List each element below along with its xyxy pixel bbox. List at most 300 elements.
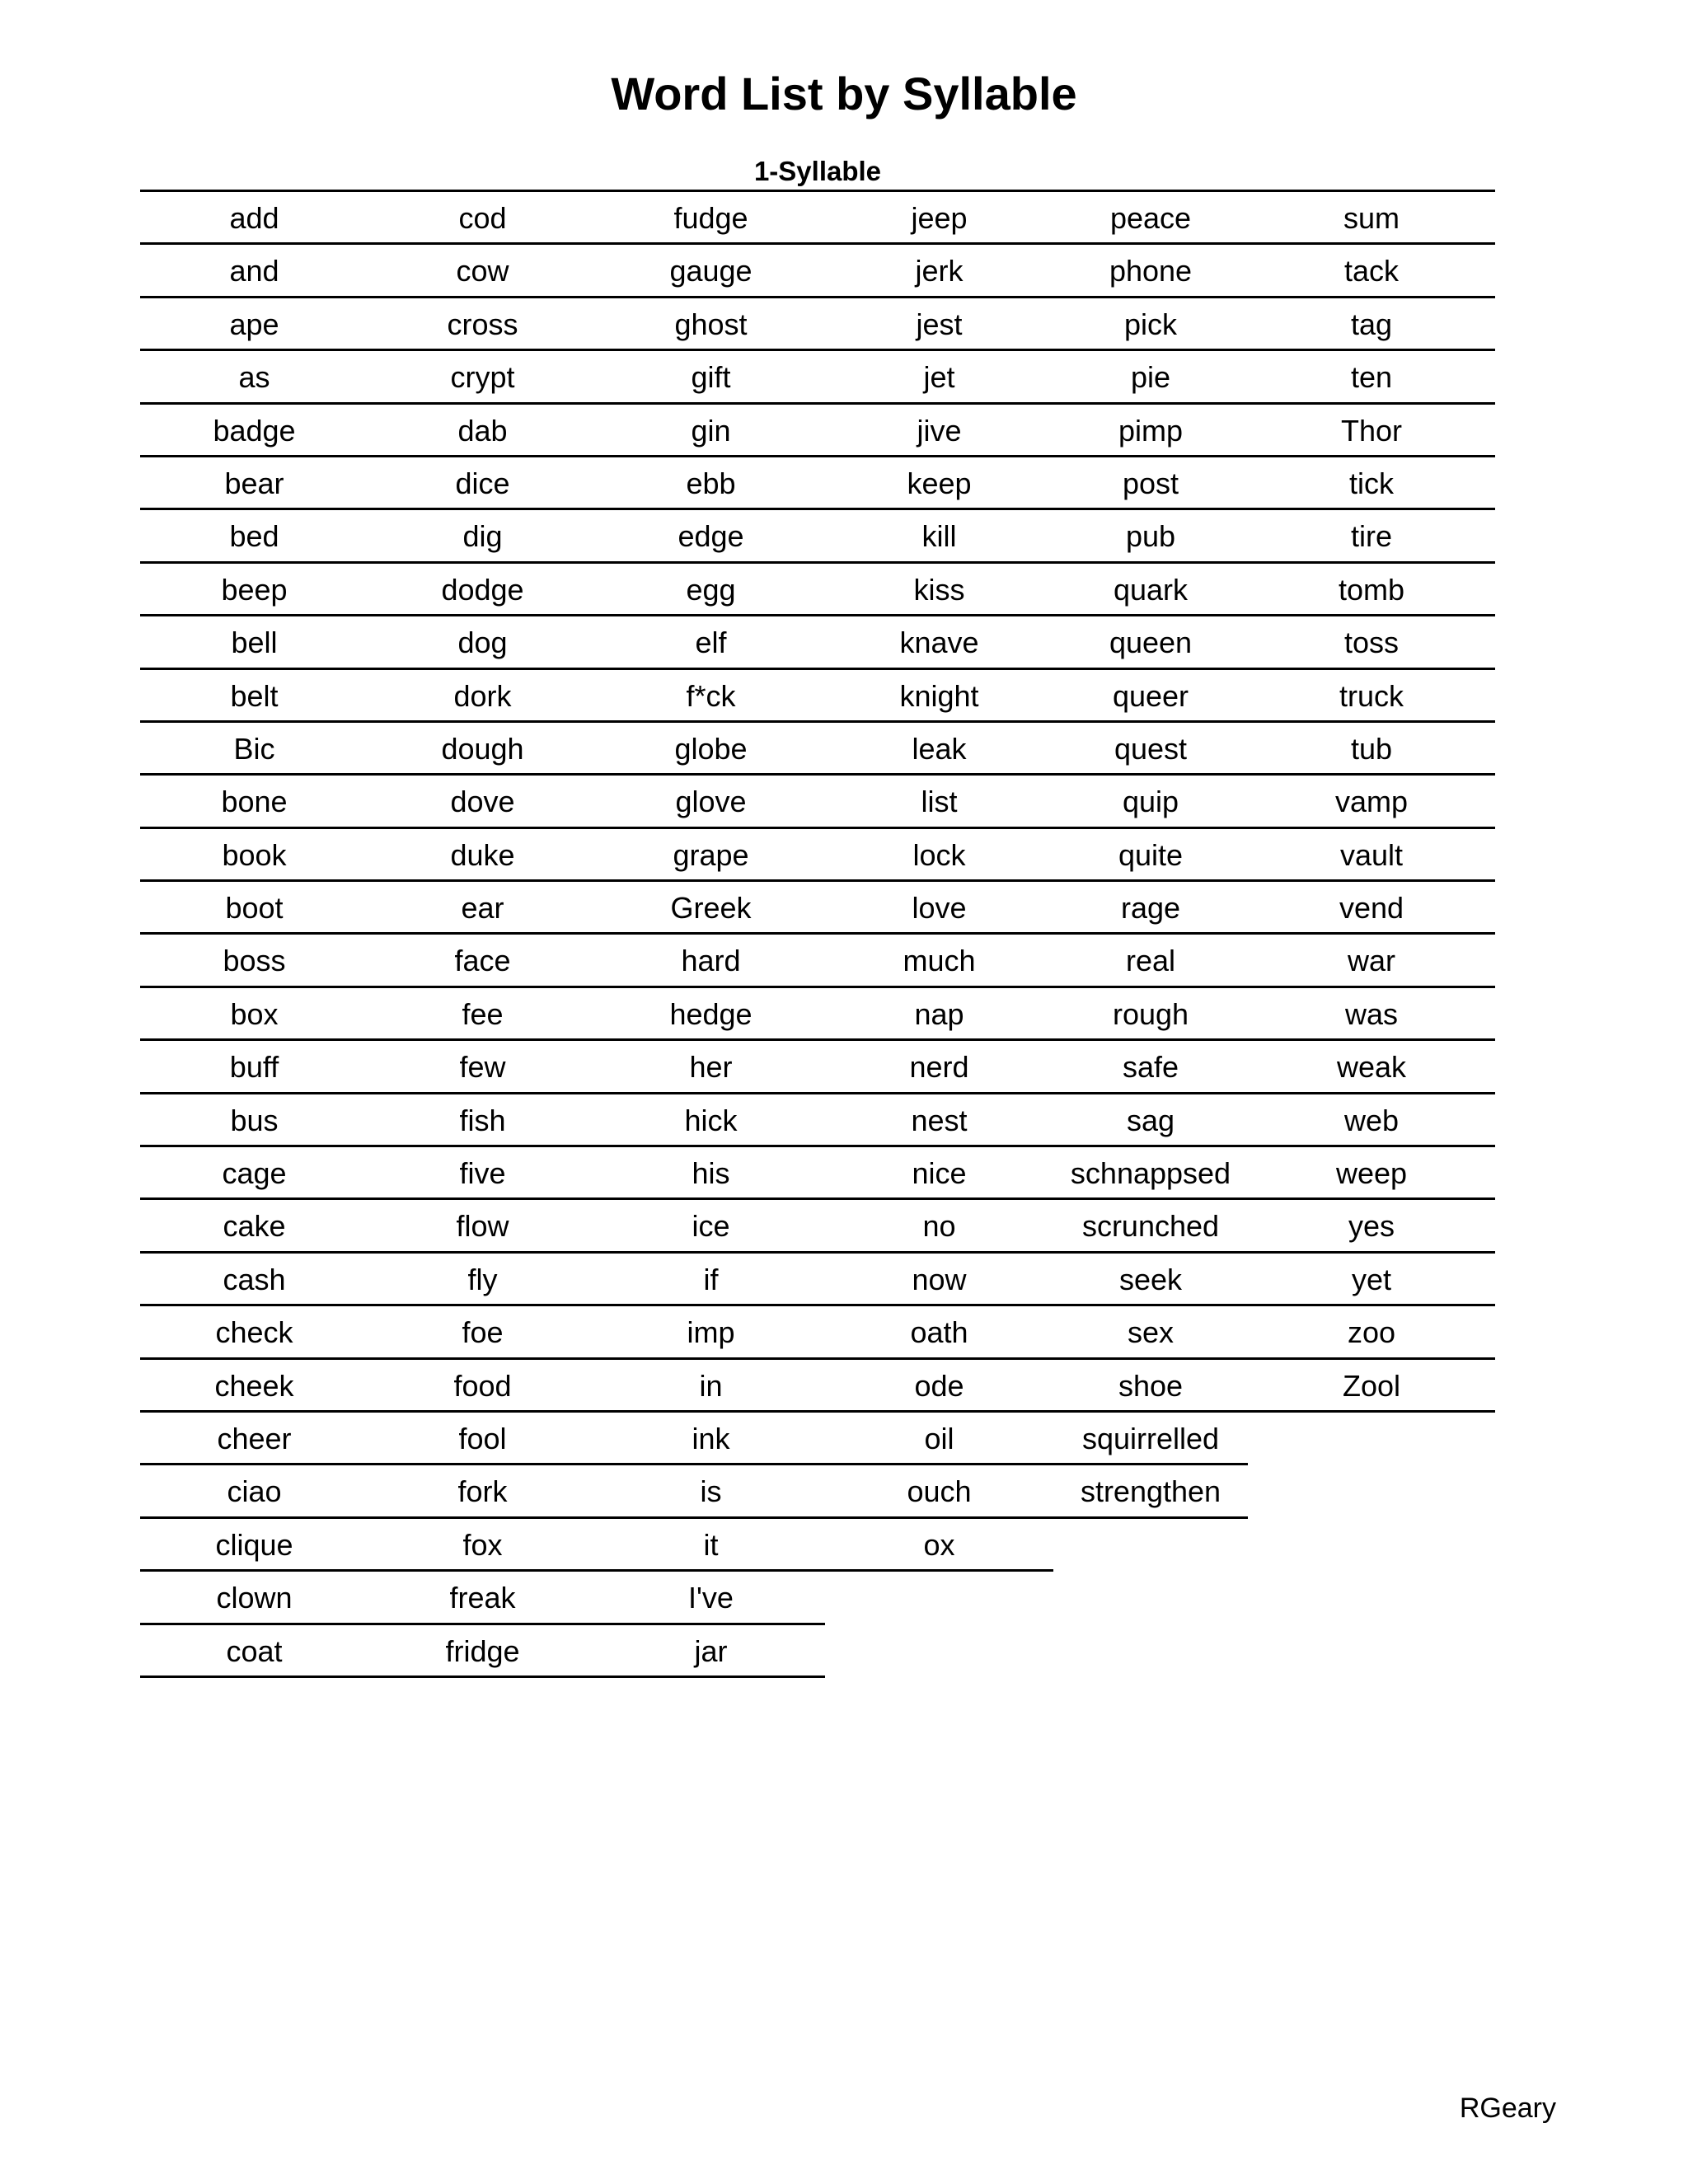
word-text: keep [907,466,972,500]
word-cell [1248,1306,1495,1359]
word-text: tag [1350,307,1393,341]
word-cell [1248,670,1495,723]
word-cell [140,1094,368,1147]
word-text: jeep [911,201,968,235]
word-text: schnappsed [1070,1156,1231,1191]
word-cell [1053,935,1248,987]
word-text: hick [684,1103,738,1137]
word-text: jerk [915,254,964,288]
word-cell [825,405,1053,457]
word-text: real [1125,944,1176,978]
word-text: scrunched [1081,1209,1220,1244]
word-cell [368,1625,597,1678]
word-cell [1053,1254,1248,1306]
word-text: sag [1126,1103,1175,1137]
word-cell [597,457,825,510]
empty-cell [1248,1519,1495,1569]
word-text: weep [1335,1156,1408,1191]
word-cell [1053,1094,1248,1147]
word-text: ouch [907,1474,972,1509]
word-text: quark [1113,572,1189,607]
word-cell [825,1147,1053,1200]
word-text: cow [456,254,509,288]
word-cell [368,616,597,669]
word-cell [1248,510,1495,563]
word-cell [825,1094,1053,1147]
word-text: fudge [673,201,748,235]
word-text: add [229,201,279,235]
word-cell [1053,245,1248,298]
word-cell [1053,829,1248,882]
table-row [140,882,1495,935]
table-row [140,351,1495,404]
word-cell [1053,298,1248,351]
table-row [140,1094,1495,1147]
word-text: buff [229,1050,279,1085]
word-text: Greek [670,891,752,926]
word-text: few [459,1050,506,1085]
word-text: is [700,1474,722,1509]
word-cell [825,829,1053,882]
word-table [140,192,1495,1678]
word-cell [140,192,368,245]
empty-cell [1053,1625,1248,1675]
word-text: queen [1109,626,1193,660]
word-text: sex [1127,1315,1175,1350]
word-text: crypt [450,360,515,395]
word-cell [368,1254,597,1306]
word-text: dab [457,413,508,448]
word-cell [368,351,597,404]
word-cell [140,1465,368,1518]
word-text: nap [914,996,964,1031]
word-cell [597,510,825,563]
word-text: in [699,1368,723,1403]
table-row [140,1200,1495,1253]
word-cell [140,829,368,882]
word-text: vault [1339,837,1404,872]
word-text: now [912,1262,967,1296]
word-cell [140,245,368,298]
word-cell [597,776,825,828]
word-text: cash [223,1262,286,1296]
word-cell [1248,245,1495,298]
word-cell [1248,1041,1495,1094]
word-cell [825,670,1053,723]
word-text: gin [691,413,731,448]
word-text: yet [1351,1262,1392,1296]
word-cell [1248,1094,1495,1147]
word-text: vamp [1334,785,1409,819]
word-cell [597,1306,825,1359]
table-row [140,564,1495,616]
word-text: yes [1348,1209,1395,1244]
word-text: list [921,785,958,819]
word-text: much [903,944,976,978]
word-cell [597,1041,825,1094]
word-cell [597,192,825,245]
word-cell [825,776,1053,828]
word-cell [368,1360,597,1413]
table-row [140,988,1495,1041]
word-cell [825,245,1053,298]
word-cell [140,882,368,935]
word-text: dog [457,626,508,660]
word-cell [1248,882,1495,935]
word-cell [368,405,597,457]
word-text: was [1344,996,1399,1031]
word-cell [368,245,597,298]
word-text: queer [1112,678,1189,713]
word-cell [597,616,825,669]
word-cell [597,882,825,935]
word-cell [368,1572,597,1624]
table-row [140,829,1495,882]
word-text: bed [229,519,279,554]
word-cell [1248,935,1495,987]
table-row [140,457,1495,510]
word-text: if [703,1262,719,1296]
word-cell [1248,564,1495,616]
table-row [140,405,1495,457]
word-text: egg [686,572,736,607]
word-cell [597,1094,825,1147]
word-text: tomb [1338,572,1405,607]
word-cell [140,1306,368,1359]
word-cell [825,723,1053,776]
word-text: jest [916,307,963,341]
empty-cell [1053,1572,1248,1622]
word-text: rage [1120,891,1181,926]
word-text: her [689,1050,733,1085]
word-cell [597,723,825,776]
word-text: shoe [1118,1368,1184,1403]
word-cell [1053,510,1248,563]
table-row [140,1360,1495,1413]
word-text: truck [1339,678,1404,713]
word-text: knight [899,678,979,713]
word-cell [368,1465,597,1518]
empty-cell [1248,1413,1495,1463]
word-text: boss [223,944,286,978]
word-text: bone [221,785,288,819]
word-text: ciao [227,1474,282,1509]
word-cell [1053,1306,1248,1359]
word-cell [1053,1413,1248,1465]
word-text: fox [462,1527,503,1562]
word-text: quite [1118,837,1184,872]
word-text: fly [467,1262,498,1296]
word-cell [368,1200,597,1253]
word-text: I've [688,1581,734,1615]
page-title: Word List by Syllable [611,68,1077,120]
word-text: tire [1350,519,1392,554]
word-cell [1248,1360,1495,1413]
word-text: jet [923,360,955,395]
word-cell [597,1200,825,1253]
word-text: cheer [217,1421,292,1455]
word-cell [368,776,597,828]
word-text: safe [1122,1050,1179,1085]
word-cell [1248,1254,1495,1306]
word-cell [368,1413,597,1465]
word-cell [368,829,597,882]
word-cell [140,988,368,1041]
word-text: web [1343,1103,1400,1137]
word-text: war [1347,944,1395,978]
word-text: and [229,254,279,288]
table-row [140,616,1495,669]
word-cell [368,1306,597,1359]
word-cell [597,1519,825,1572]
word-text: squirrelled [1081,1421,1220,1455]
word-cell [1248,1200,1495,1253]
word-cell [368,988,597,1041]
word-cell [1248,723,1495,776]
word-cell [1053,564,1248,616]
word-text: quip [1122,785,1179,819]
word-text: fool [458,1421,507,1455]
word-text: bell [231,626,278,660]
word-cell [1248,1147,1495,1200]
word-cell [1053,1200,1248,1253]
word-cell [140,1200,368,1253]
word-cell [1053,1041,1248,1094]
word-cell [140,723,368,776]
word-cell [140,776,368,828]
word-cell [825,988,1053,1041]
word-cell [825,882,1053,935]
word-text: sum [1343,201,1400,235]
word-cell [368,510,597,563]
word-text: no [922,1209,956,1244]
word-text: ice [692,1209,730,1244]
word-cell [140,351,368,404]
word-cell [825,1306,1053,1359]
word-cell [368,1519,597,1572]
word-text: rough [1112,996,1189,1031]
word-text: cage [222,1156,287,1191]
word-text: edge [678,519,744,554]
word-text: dodge [441,572,524,607]
word-cell [825,1519,1053,1572]
word-cell [140,1625,368,1678]
empty-cell [1248,1465,1495,1516]
word-text: hard [681,944,741,978]
word-cell [140,457,368,510]
word-text: seek [1118,1262,1183,1296]
word-text: oil [924,1421,954,1455]
word-cell [1053,1360,1248,1413]
word-cell [140,1519,368,1572]
table-row [140,1041,1495,1094]
word-text: leak [912,731,967,766]
word-cell [597,298,825,351]
table-row [140,1306,1495,1359]
table-row [140,935,1495,987]
word-cell [1248,405,1495,457]
word-cell [597,829,825,882]
empty-cell [1248,1572,1495,1622]
word-cell [597,564,825,616]
word-text: nest [911,1103,968,1137]
word-cell [825,1200,1053,1253]
word-text: strengthen [1080,1474,1221,1509]
word-cell [597,1625,825,1678]
word-cell [1248,776,1495,828]
word-cell [825,564,1053,616]
table-row [140,192,1495,245]
word-text: ghost [674,307,748,341]
word-cell [597,935,825,987]
empty-cell [825,1625,1053,1675]
word-cell [597,670,825,723]
word-text: fish [459,1103,506,1137]
empty-cell [1053,1519,1248,1569]
word-cell [368,1094,597,1147]
word-cell [825,1465,1053,1518]
word-text: tack [1343,254,1400,288]
table-row [140,1147,1495,1200]
word-text: pick [1123,307,1178,341]
word-text: f*ck [686,678,736,713]
word-cell [140,1254,368,1306]
word-text: cheek [214,1368,294,1403]
word-cell [1053,405,1248,457]
word-text: cross [447,307,518,341]
word-cell [825,192,1053,245]
word-cell [597,988,825,1041]
table-row [140,723,1495,776]
table-row [140,1625,1495,1678]
word-cell [597,1254,825,1306]
word-cell [140,1360,368,1413]
word-text: ode [914,1368,964,1403]
word-cell [1248,988,1495,1041]
table-row [140,1413,1495,1465]
word-text: knave [899,626,979,660]
word-text: vend [1339,891,1404,926]
word-text: jar [694,1633,728,1668]
word-text: gauge [669,254,753,288]
word-cell [368,935,597,987]
word-text: Zool [1342,1368,1401,1403]
word-text: his [692,1156,730,1191]
word-text: lock [912,837,966,872]
word-text: kiss [913,572,965,607]
word-text: tick [1349,466,1394,500]
word-cell [140,1413,368,1465]
word-cell [1053,1465,1248,1518]
word-cell [1248,351,1495,404]
word-cell [1053,192,1248,245]
word-text: fork [457,1474,508,1509]
word-cell [825,351,1053,404]
word-text: fee [462,996,504,1031]
word-text: bear [224,466,284,500]
word-text: dork [453,678,512,713]
word-text: elf [695,626,727,660]
table-row [140,1465,1495,1518]
word-text: ten [1350,360,1393,395]
word-cell [597,1147,825,1200]
word-cell [1248,298,1495,351]
word-text: tub [1350,731,1393,766]
word-text: ape [229,307,279,341]
word-text: beep [221,572,288,607]
word-text: face [454,944,511,978]
word-text: ear [461,891,504,926]
word-text: ebb [686,466,736,500]
word-cell [140,1147,368,1200]
word-text: ink [692,1421,730,1455]
word-text: badge [213,413,296,448]
word-text: grape [673,837,749,872]
word-text: coat [226,1633,283,1668]
word-cell [140,1041,368,1094]
word-cell [140,1572,368,1624]
word-text: boot [225,891,284,926]
word-text: imp [687,1315,735,1350]
word-text: glove [675,785,747,819]
word-cell [1248,829,1495,882]
word-text: jive [917,413,962,448]
word-text: zoo [1347,1315,1396,1350]
table-row [140,298,1495,351]
word-text: globe [674,731,748,766]
word-cell [825,1254,1053,1306]
word-cell [140,510,368,563]
word-text: Bic [233,731,275,766]
empty-cell [1248,1625,1495,1675]
word-cell [368,457,597,510]
table-row [140,776,1495,828]
word-text: peace [1109,201,1192,235]
word-text: nerd [909,1050,969,1085]
word-cell [825,935,1053,987]
word-cell [597,1465,825,1518]
word-cell [1053,457,1248,510]
word-cell [1053,723,1248,776]
word-cell [825,616,1053,669]
word-text: post [1122,466,1179,500]
word-text: weak [1336,1050,1407,1085]
table-row [140,1519,1495,1572]
word-cell [1053,351,1248,404]
word-text: love [912,891,967,926]
word-cell [368,1147,597,1200]
word-cell [368,882,597,935]
word-cell [140,616,368,669]
word-cell [140,405,368,457]
word-cell [597,1572,825,1624]
word-text: foe [462,1315,504,1350]
word-cell [1053,616,1248,669]
word-text: cake [223,1209,286,1244]
word-cell [140,670,368,723]
word-cell [1248,616,1495,669]
word-cell [1053,988,1248,1041]
word-text: Thor [1340,413,1403,448]
word-text: cod [458,201,507,235]
word-text: toss [1343,626,1400,660]
word-cell [368,670,597,723]
word-text: dice [455,466,510,500]
word-text: pub [1125,519,1176,554]
word-text: clown [216,1581,293,1615]
word-text: pie [1130,360,1171,395]
word-text: it [703,1527,719,1562]
